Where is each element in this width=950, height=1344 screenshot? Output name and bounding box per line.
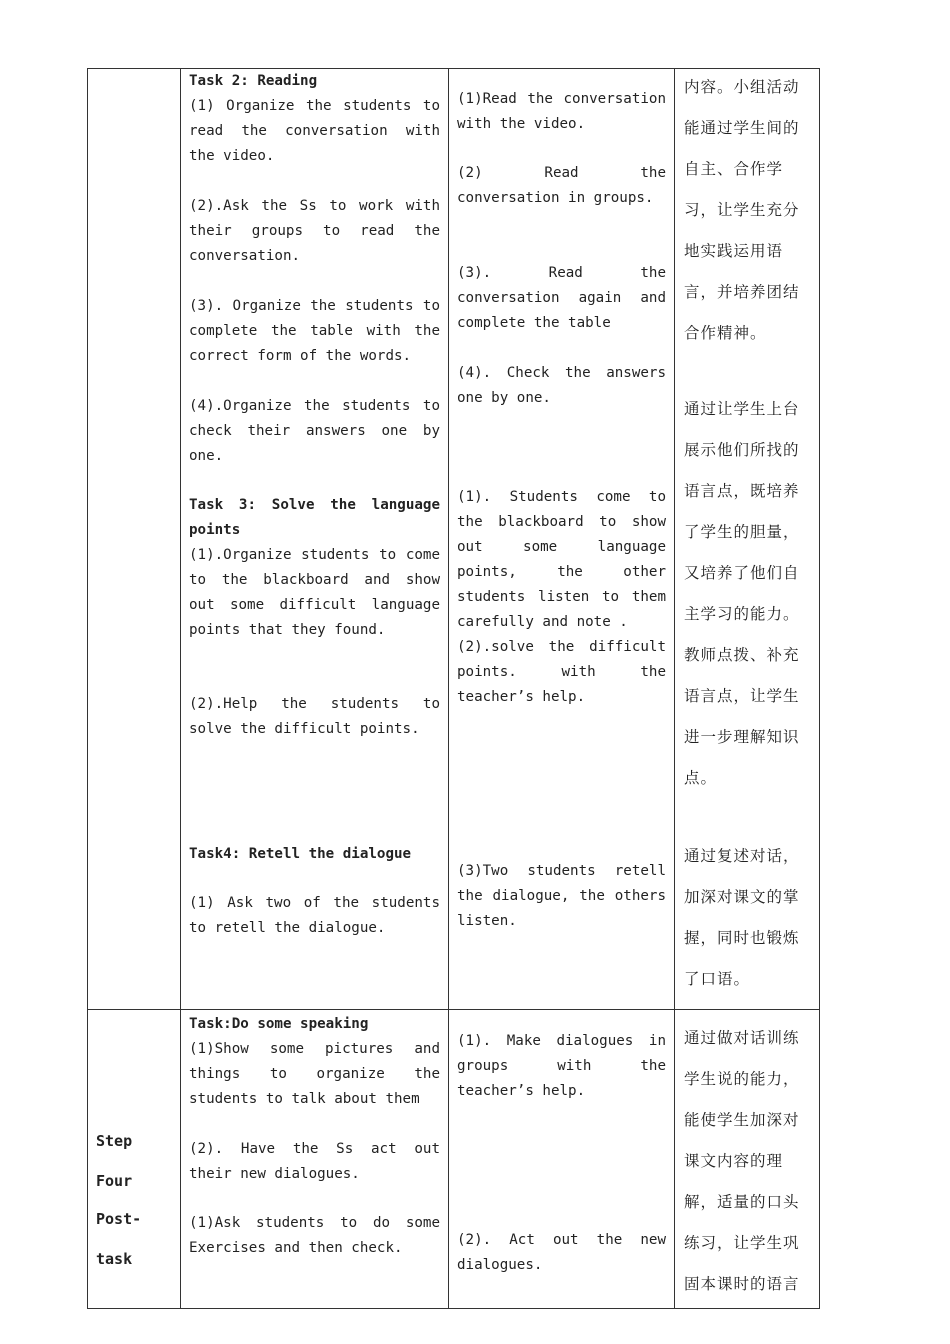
teacher-activity-cell bbox=[181, 1010, 449, 1309]
task4-title: Task4: Retell the dialogue bbox=[189, 846, 412, 862]
table-row bbox=[88, 1010, 820, 1309]
step-cell bbox=[88, 1010, 181, 1309]
purpose-text-4: 通过做对话训练学生说的能力，能使学生加深对课文内容的理解，适量的口头练习，让学生巩固本课时的语言 bbox=[684, 1029, 800, 1293]
table-row bbox=[88, 69, 820, 1010]
task2-step4: (4).Organize the students to check their answers one by one. bbox=[189, 398, 440, 464]
task2-step1: (1) Organize the students to read the conversation with the video. bbox=[189, 98, 440, 164]
speaking-step1: (1)Show some pictures and things to organize the students to talk about them bbox=[189, 1041, 440, 1107]
step-label-1: Step bbox=[96, 1132, 133, 1150]
student-language-step2: (2).solve the difficult points. with the teacher’s help. bbox=[457, 639, 666, 705]
purpose-text-1: 内容。小组活动能通过学生间的自主、合作学习，让学生充分地实践运用语言，并培养团结合作精神。 bbox=[684, 78, 800, 342]
student-step2: (2) Read the conversation in groups. bbox=[457, 165, 666, 206]
exercise-step: (1)Ask students to do some Exercises and then check. bbox=[189, 1215, 440, 1256]
task3-title: Task 3: Solve the language points bbox=[189, 497, 440, 538]
step-label-3: Post- bbox=[96, 1210, 142, 1228]
task4-step1: (1) Ask two of the students to retell the dialogue. bbox=[189, 895, 440, 936]
student-retell-step: (3)Two students retell the dialogue, the others listen. bbox=[457, 863, 666, 929]
dialogue-step1: (1). Make dialogues in groups with the teacher’s help. bbox=[457, 1033, 666, 1099]
student-activity-cell bbox=[449, 1010, 675, 1309]
student-step3: (3). Read the conversation again and complete the table bbox=[457, 265, 666, 331]
step-label-2: Four bbox=[96, 1172, 133, 1190]
speaking-step2: (2). Have the Ss act out their new dialogues. bbox=[189, 1141, 440, 1182]
purpose-cell bbox=[675, 69, 820, 1010]
student-activity-cell bbox=[449, 69, 675, 1010]
step-label-4: task bbox=[96, 1250, 133, 1268]
purpose-text-2: 通过让学生上台展示他们所找的语言点，既培养了学生的胆量，又培养了他们自主学习的能力。教师点拨、补充语言点，让学生进一步理解知识点。 bbox=[684, 400, 800, 787]
purpose-text-3: 通过复述对话，加深对课文的掌握，同时也锻炼了口语。 bbox=[684, 847, 800, 988]
task3-step2: (2).Help the students to solve the difficult points. bbox=[189, 696, 440, 737]
task2-step3: (3). Organize the students to complete the table with the correct form of the words. bbox=[189, 298, 440, 364]
student-language-step1: (1). Students come to the blackboard to show out some language points, the other students listen to them carefully and note . bbox=[457, 489, 666, 630]
step-cell bbox=[88, 69, 181, 1010]
task2-step2: (2).Ask the Ss to work with their groups to read the conversation. bbox=[189, 198, 440, 264]
dialogue-step2: (2). Act out the new dialogues. bbox=[457, 1232, 666, 1273]
teacher-activity-cell bbox=[181, 69, 449, 1010]
purpose-cell bbox=[675, 1010, 820, 1309]
task3-step1: (1).Organize students to come to the blackboard and show out some difficult language points that they found. bbox=[189, 547, 440, 638]
speaking-task-title: Task:Do some speaking bbox=[189, 1016, 369, 1032]
task2-title: Task 2: Reading bbox=[189, 73, 318, 89]
lesson-plan-table bbox=[87, 68, 820, 1309]
student-step1: (1)Read the conversation with the video. bbox=[457, 91, 666, 132]
student-step4: (4). Check the answers one by one. bbox=[457, 365, 666, 406]
